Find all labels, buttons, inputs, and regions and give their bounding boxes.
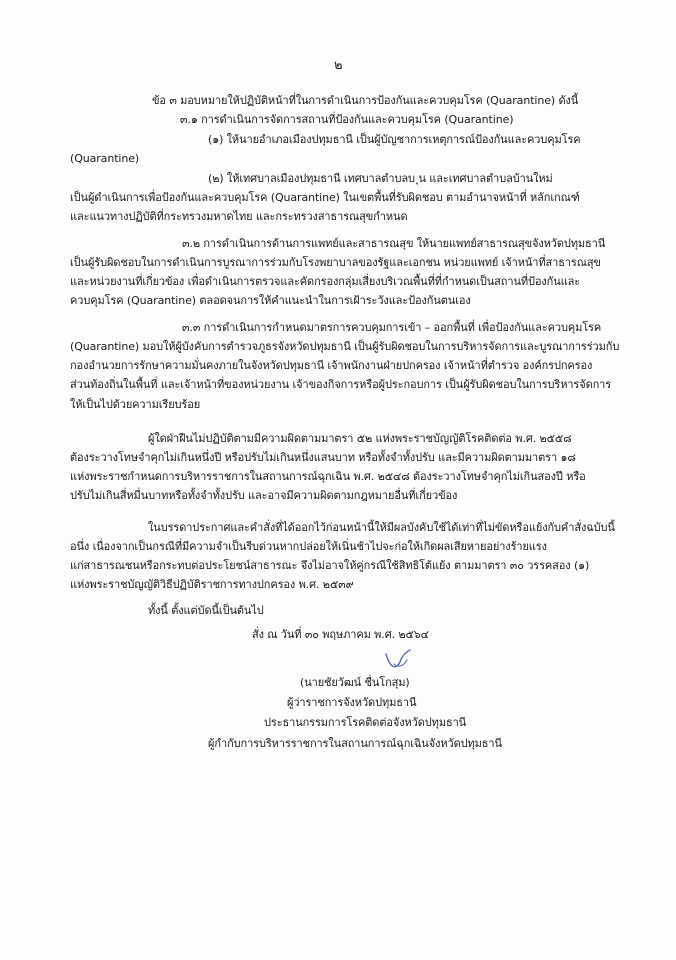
clause-3-2-cont-1: เป็นผู้รับผิดชอบในการดำเนินการบูรณาการร่วมกับโรงพยาบาลของรัฐและเอกชน หน่วยแพทย์ เจ้าหน้าที่สาธารณสุข — [70, 256, 601, 269]
effect-paragraph-1: ในบรรดาประกาศและคำสั่งที่ได้ออกไว้ก่อนหน้านี้ให้มีผลบังคับใช้ได้เท่าที่ไม่ขัดหรือแย้งกับคำสั่งฉบับนี้ — [148, 521, 615, 534]
clause-3-1-item-1-cont: (Quarantine) — [70, 152, 140, 165]
signature-mark — [380, 646, 420, 676]
page-number: ๒ — [334, 58, 343, 73]
clause-3-1-item-1: (๑) ให้นายอำเภอเมืองปทุมธานี เป็นผู้บัญชาการเหตุการณ์ป้องกันและควบคุมโรค — [208, 133, 581, 146]
clause-3-1-heading: ๓.๑ การดำเนินการจัดการสถานที่ป้องกันและควบคุมโรค (Quarantine) — [180, 113, 514, 126]
signatory-title-2: ประธานกรรมการโรคติดต่อจังหวัดปทุมธานี — [264, 716, 467, 729]
clause-3-2-heading: ๓.๒ การดำเนินการด้านการแพทย์และสาธารณสุข ให้นายแพทย์สาธารณสุขจังหวัดปทุมธานี — [182, 237, 606, 250]
signatory-name: (นายชัยวัฒน์ ชื่นโกสุม) — [300, 676, 410, 689]
order-date-line: สั่ง ณ วันที่ ๓๐ พฤษภาคม พ.ศ. ๒๕๖๔ — [252, 628, 429, 641]
effect-paragraph-2: อนึ่ง เนื่องจากเป็นกรณีที่มีความจำเป็นรีบด่วนหากปล่อยให้เนิ่นช้าไปจะก่อให้เกิดผลเสียหายอย่างร้ายแรง — [70, 540, 547, 553]
clause-3-1-item-2-cont-1: เป็นผู้ดำเนินการเพื่อป้องกันและควบคุมโรค (Quarantine) ในเขตพื้นที่รับผิดชอบ ตามอำนาจหน้าที่ หลักเกณฑ์ — [70, 191, 580, 204]
signatory-title-3: ผู้กำกับการบริหารราชการในสถานการณ์ฉุกเฉินจังหวัดปทุมธานี — [208, 737, 502, 750]
clause-3-3-heading: ๓.๓ การดำเนินการกำหนดมาตรการควบคุมการเข้า – ออกพื้นที่ เพื่อป้องกันและควบคุมโรค — [182, 321, 602, 334]
clause-3-2-cont-3: ควบคุมโรค (Quarantine) ตลอดจนการให้คำแนะนำในการเฝ้าระวังและป้องกันตนเอง — [70, 294, 471, 307]
penalty-paragraph-1: ผู้ใดฝ่าฝืนไม่ปฏิบัติตามมีความผิดตามมาตรา ๕๒ แห่งพระราชบัญญัติโรคติดต่อ พ.ศ. ๒๕๕๘ — [148, 432, 572, 445]
effect-paragraph-4: แห่งพระราชบัญญัติวิธีปฏิบัติราชการทางปกครอง พ.ศ. ๒๕๓๙ — [70, 578, 354, 591]
clause-3-3-cont-2: กองอำนวยการรักษาความมั่นคงภายในจังหวัดปทุมธานี เจ้าพนักงานฝ่ายปกครอง เจ้าหน้าที่ตำรวจ องค์กรปกครอง — [70, 359, 593, 372]
clause-3-heading: ข้อ ๓ มอบหมายให้ปฏิบัติหน้าที่ในการดำเนินการป้องกันและควบคุมโรค (Quarantine) ดังนี้ — [152, 94, 579, 107]
effect-paragraph-3: แก่สาธารณชนหรือกระทบต่อประโยชน์สาธารณะ จึงไม่อาจให้คู่กรณีใช้สิทธิโต้แย้ง ตามมาตรา ๓๐ วรรคสอง (๑) — [70, 559, 590, 572]
clause-3-2-cont-2: และหน่วยงานที่เกี่ยวข้อง เพื่อดำเนินการตรวจและคัดกรองกลุ่มเสี่ยงบริเวณพื้นที่ที่กำหนดเป็นสถานที่ป้องกันและ — [70, 275, 581, 288]
penalty-paragraph-4: ปรับไม่เกินสี่หมื่นบาทหรือทั้งจำทั้งปรับ และอาจมีความผิดตามกฎหมายอื่นที่เกี่ยวข้อง — [70, 489, 458, 502]
clause-3-1-item-2-cont-2: และแนวทางปฏิบัติที่กระทรวงมหาดไทย และกระทรวงสาธารณสุขกำหนด — [70, 210, 408, 223]
effective-date-line: ทั้งนี้ ตั้งแต่บัดนี้เป็นต้นไป — [148, 604, 264, 617]
clause-3-3-cont-4: ให้เป็นไปด้วยความเรียบร้อย — [70, 398, 201, 411]
clause-3-1-item-2: (๒) ให้เทศบาลเมืองปทุมธานี เทศบาลตำบลบ ุน และเทศบาลตำบลบ้านใหม่ — [208, 172, 553, 185]
penalty-paragraph-2: ต้องระวางโทษจำคุกไม่เกินหนึ่งปี หรือปรับไม่เกินหนึ่งแสนบาท หรือทั้งจำทั้งปรับ และมีความผิดตามมาตรา ๑๘ — [70, 451, 576, 464]
clause-3-3-cont-1: (Quarantine) มอบให้ผู้บังคับการตำรวจภูธรจังหวัดปทุมธานี เป็นผู้รับผิดชอบในการบริหารจัดการและบูรณาการร่วมกับ — [70, 340, 620, 353]
clause-3-3-cont-3: ส่วนท้องถิ่นในพื้นที่ และเจ้าหน้าที่ของหน่วยงาน เจ้าของกิจการหรือผู้ประกอบการ เป็นผู้รับผิดชอบในการบริหารจัดการ — [70, 378, 612, 391]
penalty-paragraph-3: แห่งพระราชกำหนดการบริหารราชการในสถานการณ์ฉุกเฉิน พ.ศ. ๒๕๔๘ ต้องระวางโทษจำคุกไม่เกินสองปี หรือ — [70, 470, 586, 483]
signatory-title-1: ผู้ว่าราชการจังหวัดปทุมธานี — [287, 696, 417, 709]
